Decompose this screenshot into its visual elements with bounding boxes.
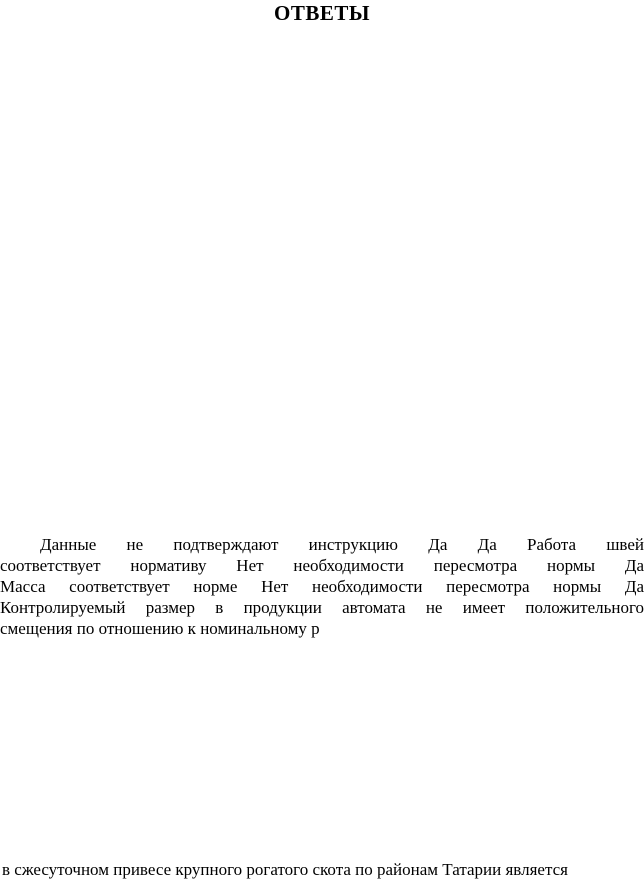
answers-line-3: Масса соответствует норме Нет необходимости пересмотра нормы Да (0, 577, 644, 596)
answers-line-4: Контролируемый размер в продукции автомата не имеет положительного (0, 598, 644, 617)
footer-text: в сжесуточном привесе крупного рогатого скота по районам Татарии является (2, 860, 568, 879)
answers-paragraph (0, 534, 644, 639)
answers-line-2: соответствует нормативу Нет необходимости пересмотра нормы Да (0, 556, 644, 575)
answers-line-5: смещения по отношению к номинальному р (0, 619, 320, 638)
answers-line-1: Данные не подтверждают инструкцию Да Да Работа швей (40, 535, 644, 554)
page-title: ОТВЕТЫ (274, 1, 370, 25)
